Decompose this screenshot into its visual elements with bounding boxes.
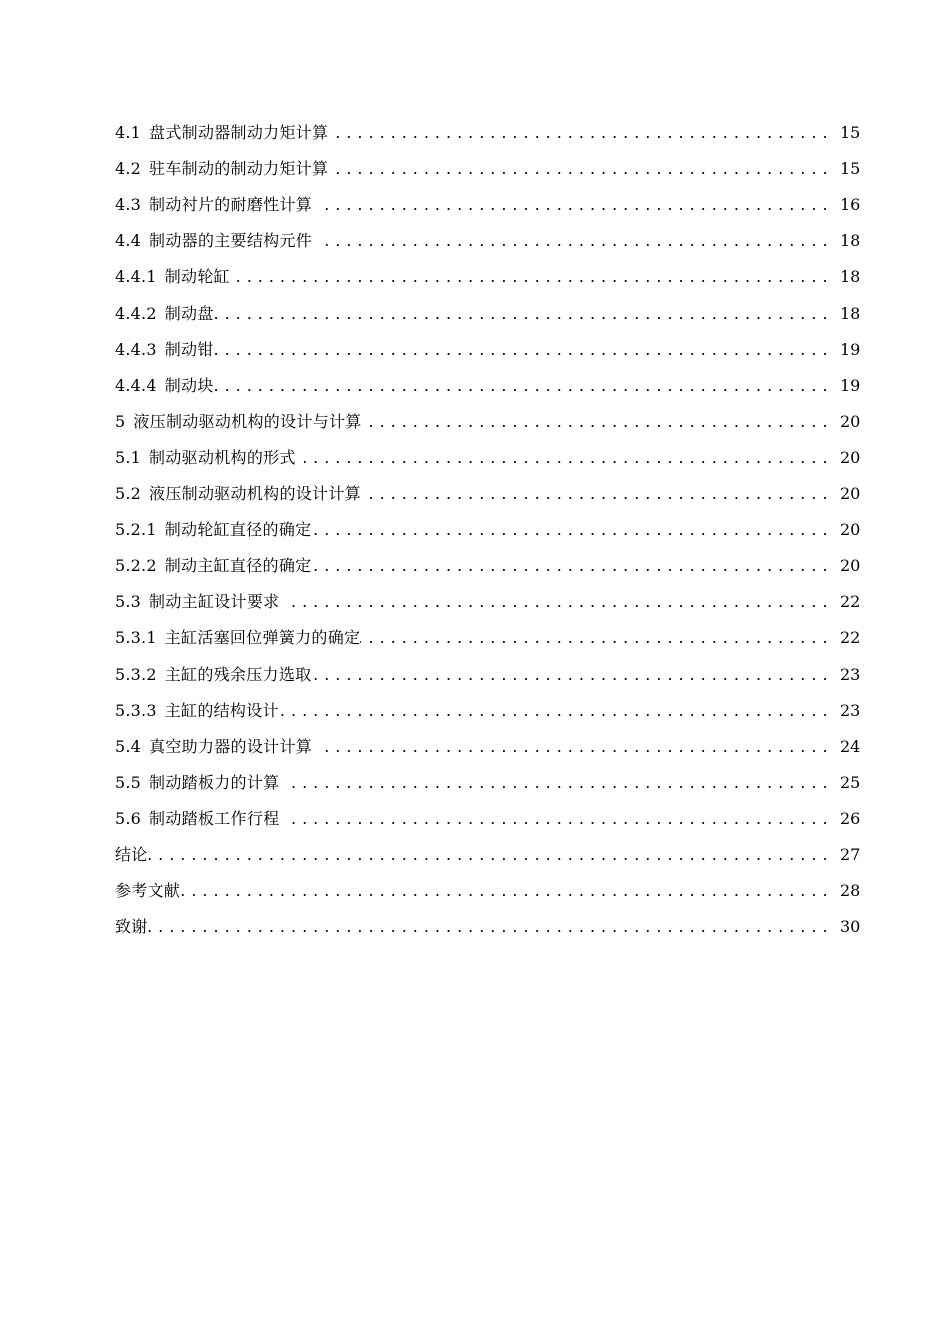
toc-entry[interactable] — [115, 403, 860, 439]
toc-entry-title: 制动器的主要结构元件 — [149, 231, 313, 251]
toc-entry-number: 5.2 — [115, 484, 142, 504]
toc-entry-title: 制动钳 — [164, 339, 214, 359]
toc-entry-number: 4.4.3 — [115, 339, 157, 359]
toc-entry-title: 主缸的残余压力选取 — [164, 664, 312, 684]
toc-dot-leader — [320, 195, 828, 215]
toc-entry-number: 5.6 — [115, 808, 142, 828]
toc-entry-page: 20 — [840, 484, 861, 504]
toc-entry-title: 致谢 — [115, 917, 148, 937]
toc-entry-title: 制动主缸设计要求 — [149, 592, 280, 612]
toc-entry-page: 30 — [840, 917, 861, 937]
toc-entry-number: 5.2.2 — [115, 556, 157, 576]
toc-entry-page: 19 — [840, 375, 861, 395]
toc-entry-number: 5.3 — [115, 592, 142, 612]
toc-entry-title: 参考文献 — [115, 881, 181, 901]
toc-entry[interactable] — [115, 222, 860, 258]
toc-entry[interactable] — [115, 619, 860, 655]
toc-entry-number: 4.3 — [115, 195, 142, 215]
toc-dot-leader — [336, 123, 828, 143]
toc-entry-title: 制动盘 — [164, 303, 214, 323]
toc-entry-title: 制动驱动机构的形式 — [149, 447, 296, 467]
toc-entry-title: 制动块 — [164, 375, 214, 395]
toc-entry-number: 4.4.1 — [115, 267, 157, 287]
toc-dot-leader — [360, 628, 828, 648]
toc-entry-title: 制动轮缸 — [164, 267, 230, 287]
toc-entry-page: 25 — [840, 772, 861, 792]
toc-dot-leader — [214, 376, 828, 396]
toc-dot-leader — [311, 556, 828, 576]
toc-entry-page: 20 — [840, 447, 861, 467]
toc-entry-page: 20 — [840, 411, 861, 431]
toc-entry-page: 24 — [840, 736, 861, 756]
toc-dot-leader — [214, 304, 828, 324]
toc-entry-title: 驻车制动的制动力矩计算 — [149, 159, 329, 179]
toc-entry-page: 23 — [840, 700, 861, 720]
toc-entry[interactable] — [115, 294, 860, 330]
toc-entry-page: 18 — [840, 303, 861, 323]
toc-entry[interactable] — [115, 186, 860, 222]
toc-entry[interactable] — [115, 692, 860, 728]
table-of-contents — [115, 114, 860, 944]
toc-dot-leader — [230, 267, 828, 287]
toc-entry-title: 制动轮缸直径的确定 — [164, 520, 312, 540]
toc-entry[interactable] — [115, 150, 860, 186]
toc-entry[interactable] — [115, 655, 860, 691]
toc-dot-leader — [148, 845, 828, 865]
toc-entry-title: 制动衬片的耐磨性计算 — [149, 195, 313, 215]
toc-entry-page: 27 — [840, 844, 861, 864]
toc-entry-number: 5.4 — [115, 736, 142, 756]
toc-entry[interactable] — [115, 728, 860, 764]
toc-entry-number: 4.4.2 — [115, 303, 157, 323]
toc-entry-number: 5 — [115, 411, 126, 431]
toc-entry-page: 20 — [840, 520, 861, 540]
toc-entry-number: 5.5 — [115, 772, 142, 792]
toc-dot-leader — [320, 737, 828, 757]
toc-entry[interactable] — [115, 367, 860, 403]
toc-entry-page: 26 — [840, 808, 861, 828]
toc-entry[interactable] — [115, 331, 860, 367]
toc-dot-leader — [304, 448, 828, 468]
toc-dot-leader — [336, 159, 828, 179]
toc-entry-title: 主缸的结构设计 — [164, 700, 279, 720]
toc-entry[interactable] — [115, 800, 860, 836]
toc-entry-number: 5.1 — [115, 447, 142, 467]
toc-entry-page: 19 — [840, 339, 861, 359]
toc-entry-page: 16 — [840, 195, 861, 215]
toc-entry-title: 液压制动驱动机构的设计与计算 — [133, 411, 362, 431]
toc-entry-title: 液压制动驱动机构的设计计算 — [149, 484, 361, 504]
toc-entry-title: 盘式制动器制动力矩计算 — [149, 123, 329, 143]
toc-dot-leader — [287, 592, 828, 612]
toc-entry[interactable] — [115, 908, 860, 944]
toc-entry[interactable] — [115, 836, 860, 872]
toc-entry-title: 制动踏板工作行程 — [149, 808, 280, 828]
toc-entry-page: 18 — [840, 267, 861, 287]
toc-entry-page: 18 — [840, 231, 861, 251]
toc-dot-leader — [362, 412, 828, 432]
toc-dot-leader — [214, 340, 828, 360]
toc-entry-number: 4.2 — [115, 159, 142, 179]
toc-entry-number: 5.3.3 — [115, 700, 157, 720]
toc-entry[interactable] — [115, 511, 860, 547]
toc-entry[interactable] — [115, 439, 860, 475]
toc-dot-leader — [369, 484, 828, 504]
toc-entry-number: 4.1 — [115, 123, 142, 143]
toc-entry-title: 制动踏板力的计算 — [149, 772, 280, 792]
toc-dot-leader — [180, 881, 828, 901]
toc-dot-leader — [311, 520, 828, 540]
toc-entry[interactable] — [115, 114, 860, 150]
toc-entry[interactable] — [115, 258, 860, 294]
toc-entry-page: 28 — [840, 881, 861, 901]
toc-entry[interactable] — [115, 547, 860, 583]
toc-entry-page: 20 — [840, 556, 861, 576]
toc-dot-leader — [320, 231, 828, 251]
toc-entry[interactable] — [115, 872, 860, 908]
toc-dot-leader — [279, 701, 828, 721]
toc-dot-leader — [311, 665, 828, 685]
toc-entry[interactable] — [115, 764, 860, 800]
toc-entry[interactable] — [115, 475, 860, 511]
toc-entry-title: 制动主缸直径的确定 — [164, 556, 312, 576]
toc-entry-title: 真空助力器的设计计算 — [149, 736, 313, 756]
toc-entry[interactable] — [115, 583, 860, 619]
toc-entry-number: 4.4 — [115, 231, 142, 251]
toc-dot-leader — [287, 773, 828, 793]
toc-entry-page: 15 — [840, 123, 861, 143]
toc-entry-title: 主缸活塞回位弹簧力的确定 — [164, 628, 361, 648]
toc-entry-number: 5.3.1 — [115, 628, 157, 648]
toc-entry-number: 5.3.2 — [115, 664, 157, 684]
toc-entry-number: 5.2.1 — [115, 520, 157, 540]
toc-entry-title: 结论 — [115, 844, 148, 864]
toc-dot-leader — [287, 809, 828, 829]
toc-dot-leader — [148, 917, 828, 937]
toc-entry-number: 4.4.4 — [115, 375, 157, 395]
toc-entry-page: 22 — [840, 628, 861, 648]
toc-entry-page: 15 — [840, 159, 861, 179]
toc-entry-page: 22 — [840, 592, 861, 612]
toc-entry-page: 23 — [840, 664, 861, 684]
